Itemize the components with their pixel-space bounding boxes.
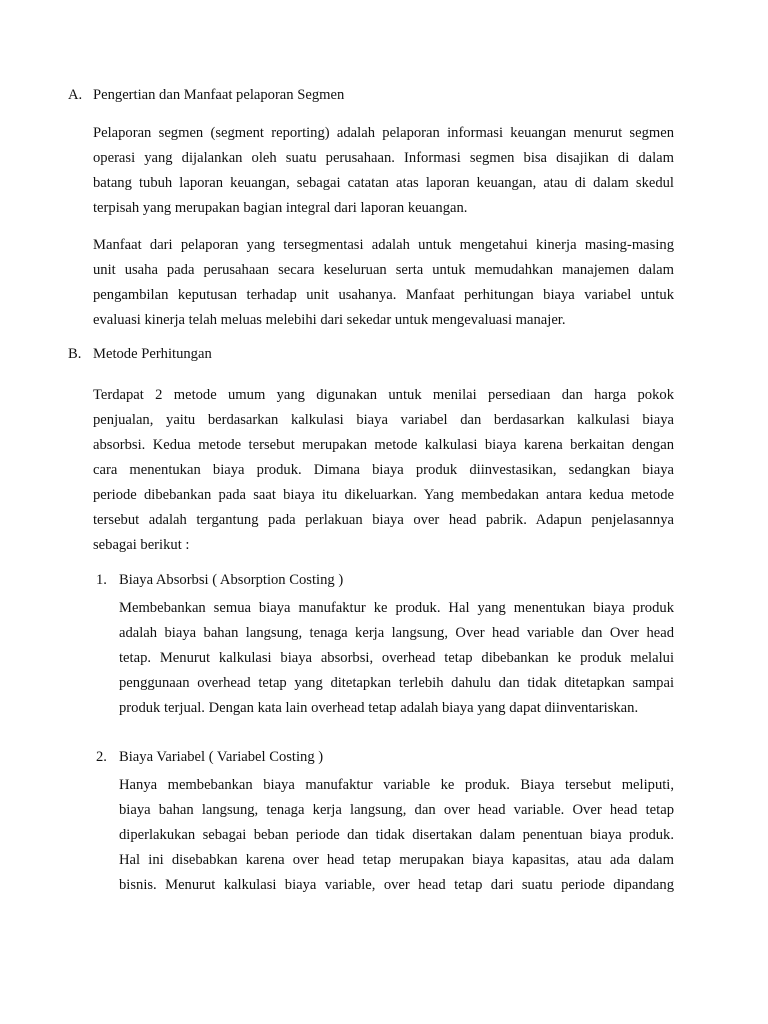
item-1-title: Biaya Absorbsi ( Absorption Costing ) (119, 572, 344, 588)
section-b-title: Metode Perhitungan (93, 346, 212, 362)
item-line: diperlakukan sebagai beban periode dan tidak disertakan dalam penentuan biaya produk. (119, 827, 674, 843)
item-line: tetap. Menurut kalkulasi biaya absorbsi, overhead tetap dibebankan ke produk melalui (119, 650, 674, 666)
item-line: Hal ini disebabkan karena over head tetap merupakan biaya kapasitas, atau ada dalam (119, 852, 674, 868)
section-b-paragraph-1 (93, 383, 674, 558)
section-a-heading (68, 87, 344, 104)
paragraph-line: sebagai berikut : (93, 537, 190, 553)
item-line: bisnis. Menurut kalkulasi biaya variable, over head tetap dari suatu periode dipandang (119, 877, 674, 893)
item-line: Membebankan semua biaya manufaktur ke produk. Hal yang menentukan biaya produk (119, 600, 674, 616)
item-line: biaya bahan langsung, tenaga kerja langsung, dan over head variable. Over head tetap (119, 802, 674, 818)
paragraph-line: unit usaha pada perusahaan secara keseluruan serta untuk memudahkan manajemen dalam (93, 262, 674, 278)
section-a-paragraph-1 (93, 121, 674, 221)
paragraph-line: penjualan, yaitu berdasarkan kalkulasi biaya variabel dan berdasarkan kalkulasi biaya (93, 412, 674, 428)
paragraph-line: operasi yang dijalankan oleh suatu perusahaan. Informasi segmen bisa disajikan di dalam (93, 150, 674, 166)
item-2-number: 2. (96, 749, 107, 765)
item-2-heading (96, 749, 323, 766)
item-1-number: 1. (96, 572, 107, 588)
item-line: Hanya membebankan biaya manufaktur variable ke produk. Biaya tersebut meliputi, (119, 777, 674, 793)
section-a-title: Pengertian dan Manfaat pelaporan Segmen (93, 87, 345, 103)
paragraph-line: Terdapat 2 metode umum yang digunakan untuk menilai persediaan dan harga pokok (93, 387, 674, 403)
paragraph-line: batang tubuh laporan keuangan, sebagai catatan atas laporan keuangan, atau di dalam skedul (93, 175, 674, 191)
item-1-heading (96, 572, 343, 589)
paragraph-line: evaluasi kinerja telah meluas melebihi dari sekedar untuk mengevaluasi manajer. (93, 312, 566, 328)
item-line: penggunaan overhead tetap yang ditetapkan terlebih dahulu dan tidak ditetapkan sampai (119, 675, 674, 691)
paragraph-line: terpisah yang merupakan bagian integral dari laporan keuangan. (93, 200, 468, 216)
section-b-letter: B. (68, 346, 82, 362)
item-1-body (119, 596, 674, 721)
section-a-letter: A. (68, 87, 83, 103)
paragraph-line: absorbsi. Kedua metode tersebut merupakan metode kalkulasi biaya karena berkaitan dengan (93, 437, 674, 453)
section-a-paragraph-2 (93, 233, 674, 333)
paragraph-line: periode dibebankan pada saat biaya itu dikeluarkan. Yang membedakan antara kedua metode (93, 487, 674, 503)
item-2-body (119, 773, 674, 898)
item-line: produk terjual. Dengan kata lain overhead tetap adalah biaya yang dapat diinventariskan. (119, 700, 639, 716)
paragraph-line: tersebut adalah tergantung pada perlakuan biaya over head pabrik. Adapun penjelasannya (93, 512, 674, 528)
paragraph-line: Manfaat dari pelaporan yang tersegmentasi adalah untuk mengetahui kinerja masing-masing (93, 237, 674, 253)
section-b-heading (68, 346, 212, 363)
paragraph-line: Pelaporan segmen (segment reporting) adalah pelaporan informasi keuangan menurut segmen (93, 125, 674, 141)
paragraph-line: cara menentukan biaya produk. Dimana biaya produk diinvestasikan, sedangkan biaya (93, 462, 674, 478)
item-2-title: Biaya Variabel ( Variabel Costing ) (119, 749, 324, 765)
item-line: adalah biaya bahan langsung, tenaga kerja langsung, Over head variable dan Over head (119, 625, 674, 641)
paragraph-line: pengambilan keputusan terhadap unit usahanya. Manfaat perhitungan biaya variabel untuk (93, 287, 674, 303)
